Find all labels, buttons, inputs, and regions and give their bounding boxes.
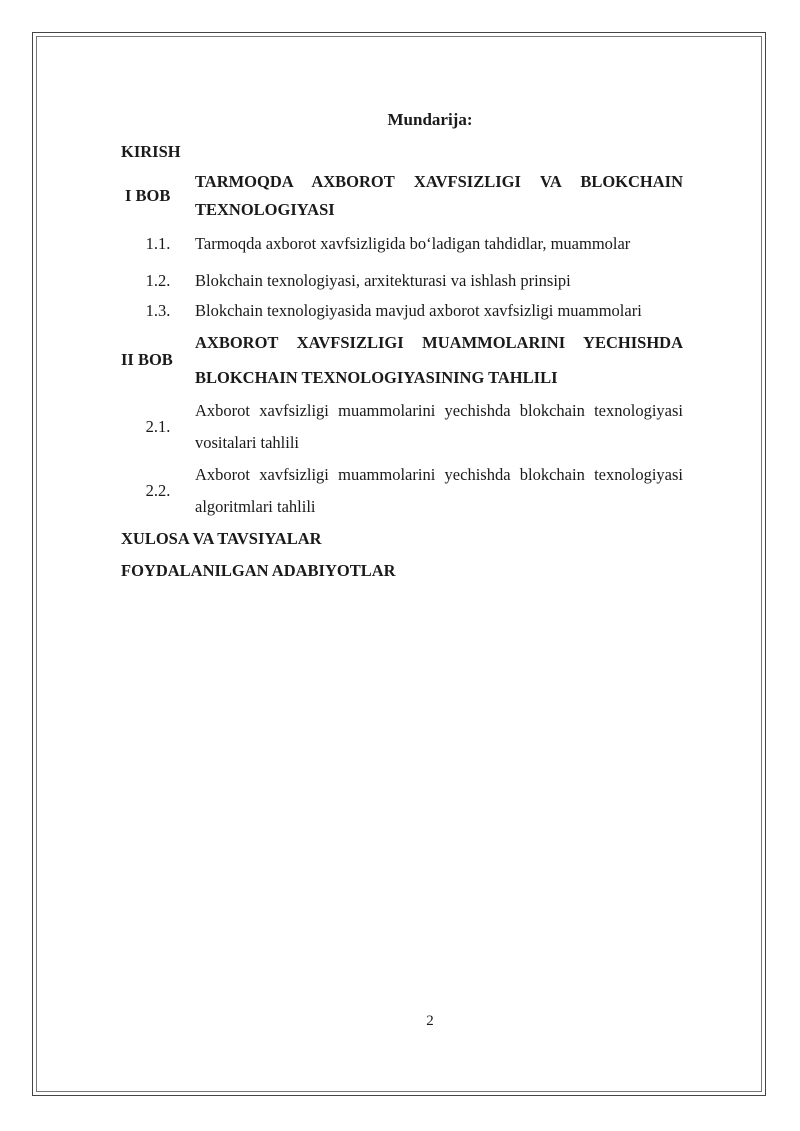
toc-title: Mundarija: — [387, 110, 473, 129]
toc-entry-xulosa: XULOSA VA TAVSIYALAR — [121, 529, 322, 548]
toc-text: Axborot xavfsizligi muammolarini yechishda blokchain texnologiyasi algoritmlari tahlili — [195, 465, 683, 516]
page-number: 2 — [426, 1013, 434, 1029]
toc-entry-bob1 — [121, 168, 683, 224]
toc-text: AXBOROT XAVFSIZLIGI MUAMMOLARINI YECHISHDA BLOKCHAIN TEXNOLOGIYASINING TAHLILI — [195, 333, 683, 387]
toc-number: II BOB — [121, 350, 173, 369]
toc-text: Axborot xavfsizligi muammolarini yechishda blokchain texnologiyasi vositalari tahlili — [195, 401, 683, 452]
toc-entry-bob2 — [121, 325, 683, 395]
toc-text: TARMOQDA AXBOROT XAVFSIZLIGI VA BLOKCHAIN TEXNOLOGIYASI — [195, 172, 683, 219]
toc-text: Blokchain texnologiyasi, arxitekturasi va ishlash prinsipi — [195, 271, 571, 290]
toc-entry-2-2 — [121, 459, 683, 523]
toc-entry-1-3 — [121, 297, 683, 325]
toc-text: Tarmoqda axborot xavfsizligida bo‘ladigan tahdidlar, muammolar — [195, 234, 631, 253]
toc-number: 1.3. — [145, 301, 171, 320]
toc-entry-1-1 — [121, 224, 683, 264]
toc-number: 1.1. — [145, 234, 171, 253]
toc-text: Blokchain texnologiyasida mavjud axborot xavfsizligi muammolari — [195, 301, 642, 320]
toc-number: 2.2. — [145, 481, 171, 500]
toc-entry-kirish: KIRISH — [121, 142, 181, 161]
toc-entry-1-2 — [121, 264, 683, 297]
toc-entry-foydalanilgan: FOYDALANILGAN ADABIYOTLAR — [121, 561, 396, 580]
toc-number: I BOB — [125, 186, 171, 205]
toc-number: 1.2. — [145, 270, 171, 290]
table-of-contents — [121, 136, 683, 587]
toc-entry-2-1 — [121, 395, 683, 459]
toc-number: 2.1. — [145, 417, 171, 436]
